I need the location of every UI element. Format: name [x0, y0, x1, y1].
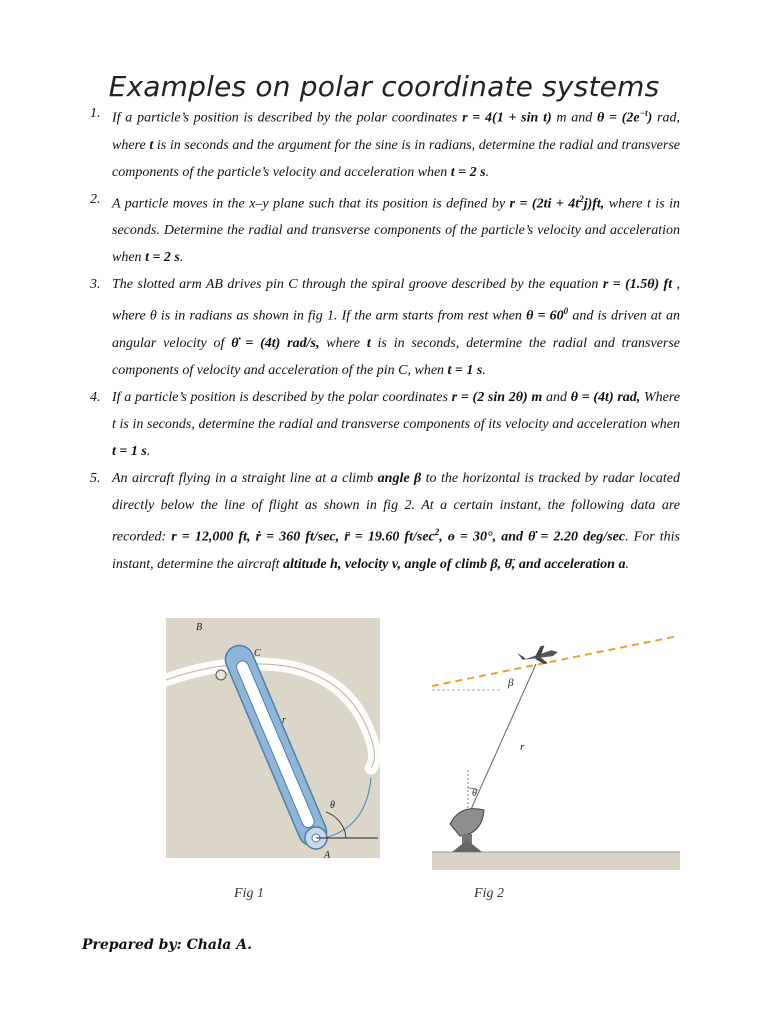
problem-text: A particle moves in the x–y plane such that its position is defined by — [112, 196, 510, 212]
fig1-label-b: B — [196, 622, 203, 633]
problem-math: 0 — [563, 306, 569, 317]
fig1-label-theta: θ — [330, 800, 335, 811]
fig2-flight-path — [432, 636, 678, 686]
problem-math: r = 4(1 + sin t) — [462, 110, 552, 126]
problem-text: m and — [551, 110, 598, 126]
problem-text: where — [319, 335, 367, 351]
problem-text: Where t is in seconds, determine the radial and transverse components of its velocity and acceleration when — [112, 389, 681, 432]
problem-math: 2 — [434, 526, 440, 537]
problem-math: θ = (2e — [597, 110, 640, 126]
problem-text: is in seconds, determine the radial and transverse components of velocity and acceleration of the pin C, when — [112, 335, 681, 378]
problem-text: where t is in seconds. Determine the radial and transverse components of the particle’s velocity and acceleration when — [112, 196, 681, 266]
fig2-radar-dish — [450, 809, 484, 852]
problem-item — [92, 384, 680, 465]
problem-math: t — [366, 335, 371, 351]
author-footer: Prepared by: Chala A. — [82, 937, 252, 953]
problem-text: . — [179, 250, 184, 266]
problem-text: The slotted arm AB drives pin C through the spiral groove described by the equation — [112, 277, 603, 293]
problem-text: . — [482, 362, 486, 378]
problem-math: j)ft, — [583, 196, 605, 212]
problem-number: 4. — [90, 389, 101, 405]
problem-math: r = (1.5θ) ft — [602, 277, 673, 293]
problem-item — [92, 271, 680, 384]
problem-number: 1. — [90, 106, 101, 121]
problem-math: t = 1 s — [447, 362, 483, 378]
problem-text: rad, where — [112, 110, 681, 153]
problem-text: , where θ is in radians as shown in fig 1. If the arm starts from rest when — [112, 277, 681, 324]
fig2-label-beta: β — [508, 677, 514, 689]
figure-2-aircraft-radar — [432, 620, 680, 870]
problem-text: and is driven at an angular velocity of — [112, 308, 680, 351]
problem-math: θ = 60 — [526, 308, 564, 324]
problem-item — [92, 100, 680, 186]
problem-math: t = 2 s — [450, 164, 486, 180]
fig1-label-a: A — [324, 850, 331, 858]
fig1-label-r: r — [282, 715, 286, 726]
problem-math: altitude h, velocity v, angle of climb β, θ̈, and acceleration a — [282, 556, 626, 572]
problem-text: If a particle’s position is described by the polar coordinates — [112, 389, 452, 405]
problem-number: 2. — [90, 191, 101, 207]
problem-item — [92, 186, 680, 272]
problem-text: . — [146, 443, 151, 459]
problem-math: −t — [639, 108, 648, 118]
problem-text: An aircraft flying in a straight line at a climb — [112, 470, 378, 486]
fig2-label-r: r — [520, 741, 525, 753]
problem-text: to the horizontal is tracked by radar located directly below the line of flight as shown in fig 2. At a certain instant, the following data are recorded: — [112, 470, 680, 545]
problem-math: θ̇ = (4t) rad/s, — [231, 335, 320, 351]
problem-math: , ɵ = 30°, and θ̇ = 2.20 deg/sec — [439, 529, 626, 545]
problem-math: ) — [647, 110, 653, 126]
figure-1-slotted-arm — [166, 618, 380, 858]
problem-text: . — [625, 556, 629, 572]
page-title: Examples on polar coordinate systems — [108, 70, 660, 103]
problem-math: t — [149, 137, 154, 153]
problem-number: 3. — [90, 277, 101, 293]
figure-2-caption: Fig 2 — [474, 886, 504, 901]
problem-text: . For this instant, determine the aircraft — [112, 529, 680, 572]
fig1-pin-c — [216, 670, 226, 680]
fig2-ground — [432, 852, 680, 870]
problem-math: θ = (4t) rad, — [570, 389, 641, 405]
figure-1-caption: Fig 1 — [234, 886, 264, 901]
problem-list — [92, 100, 680, 578]
problem-text: . — [485, 164, 490, 180]
fig1-label-c: C — [254, 648, 261, 659]
problem-text: and — [542, 389, 571, 405]
problem-math: angle β — [377, 470, 422, 486]
problem-text: is in seconds and the argument for the sine is in radians, determine the radial and transverse components of the particle’s velocity and acceleration when — [112, 137, 680, 180]
problem-math: 2 — [579, 193, 584, 204]
problem-math: r = (2 sin 2θ) m — [451, 389, 543, 405]
problem-item — [92, 465, 680, 578]
problem-math: t = 1 s — [112, 443, 147, 459]
fig2-range-line — [468, 664, 536, 816]
fig2-label-theta: θ — [472, 788, 477, 799]
problem-math: r = 12,000 ft, ṙ = 360 ft/sec, r̈ = 19.60 ft/sec — [171, 529, 435, 545]
problem-number: 5. — [90, 470, 101, 486]
problem-math: t = 2 s — [145, 250, 180, 266]
problem-text: If a particle’s position is described by the polar coordinates — [112, 110, 463, 126]
problem-math: r = (2ti + 4t — [509, 196, 580, 212]
